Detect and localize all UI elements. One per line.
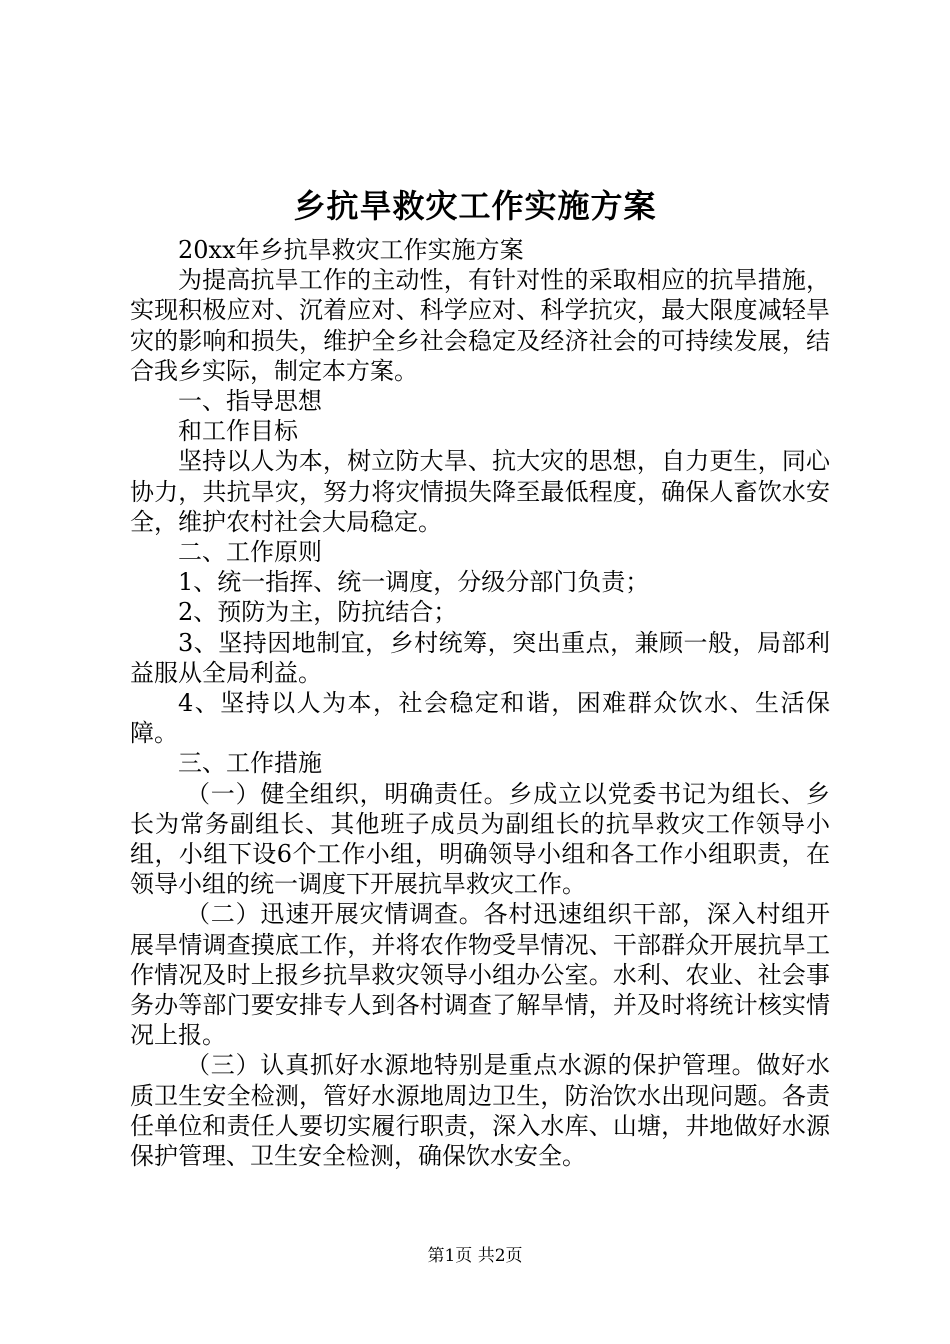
list-item: 4、坚持以人为本，社会稳定和谐，困难群众饮水、生活保障。	[130, 689, 830, 748]
section-heading: 二、工作原则	[178, 538, 322, 567]
section-heading: 三、工作措施	[178, 749, 322, 778]
section-heading: 一、指导思想	[178, 387, 322, 416]
paragraph: （一）健全组织，明确责任。乡成立以党委书记为组长、乡长为常务副组长、其他班子成员为副组长的抗旱救灾工作领导小组，小组下设6个工作小组，明确领导小组和各工作小组职责，在领导小组的统一调度下开展抗旱救灾工作。	[130, 779, 830, 899]
paragraph: （二）迅速开展灾情调查。各村迅速组织干部，深入村组开展旱情调查摸底工作，并将农作物受旱情况、干部群众开展抗旱工作情况及时上报乡抗旱救灾领导小组办公室。水利、农业、社会事务办等部门要安排专人到各村调查了解旱情，并及时将统计核实情况上报。	[130, 900, 830, 1050]
page-footer: 第1页 共2页	[427, 1246, 523, 1266]
list-item: 2、预防为主，防抗结合；	[178, 598, 458, 627]
paragraph: 坚持以人为本，树立防大旱、抗大灾的思想，自力更生，同心协力，共抗旱灾，努力将灾情损失降至最低程度，确保人畜饮水安全，维护农村社会大局稳定。	[130, 447, 830, 536]
section-heading-continued: 和工作目标	[178, 417, 298, 446]
paragraph: （三）认真抓好水源地特别是重点水源的保护管理。做好水质卫生安全检测，管好水源地周边卫生，防治饮水出现问题。各责任单位和责任人要切实履行职责，深入水库、山塘，井地做好水源保护管理、卫生安全检测，确保饮水安全。	[130, 1051, 830, 1171]
list-item: 3、坚持因地制宜，乡村统筹，突出重点，兼顾一般，局部利益服从全局利益。	[130, 628, 830, 687]
document-body	[130, 235, 830, 1171]
document-title: 乡抗旱救灾工作实施方案	[293, 187, 657, 225]
paragraph: 20xx年乡抗旱救灾工作实施方案	[178, 236, 524, 264]
paragraph: 为提高抗旱工作的主动性，有针对性的采取相应的抗旱措施，实现积极应对、沉着应对、科学应对、科学抗灾，最大限度减轻旱灾的影响和损失，维护全乡社会稳定及经济社会的可持续发展，结合我乡实际，制定本方案。	[130, 266, 830, 385]
list-item: 1、统一指挥、统一调度，分级分部门负责；	[178, 568, 650, 597]
